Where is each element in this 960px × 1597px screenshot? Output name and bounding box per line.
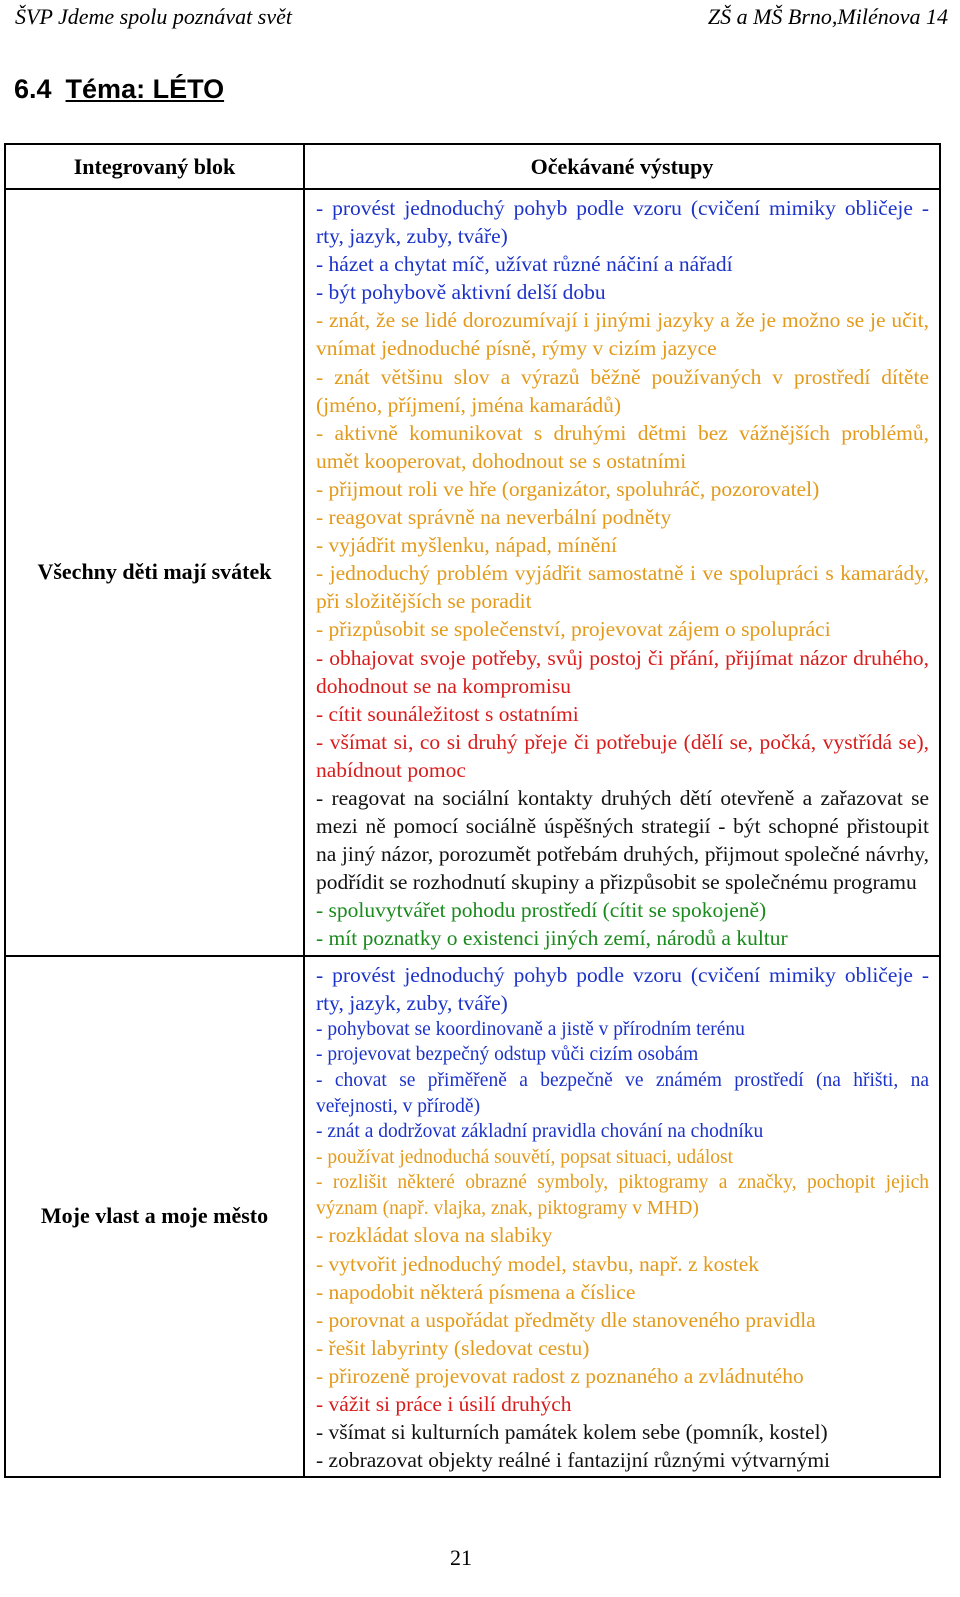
section-title	[14, 74, 224, 105]
output-item: - reagovat správně na neverbální podněty	[316, 505, 672, 530]
output-item: - znát a dodržovat základní pravidla chování na chodníku	[316, 1121, 764, 1143]
output-item: - házet a chytat míč, užívat různé náčiní a nářadí	[316, 252, 733, 277]
output-item: - pohybovat se koordinovaně a jistě v přírodním terénu	[316, 1018, 745, 1040]
output-item: - přizpůsobit se společenství, projevovat zájem o spolupráci	[316, 617, 831, 642]
table-row	[5, 956, 940, 1478]
output-item: - být pohybově aktivní delší dobu	[316, 280, 606, 305]
section-number: 6.4	[14, 74, 52, 104]
output-item: - vážit si práce i úsilí druhých	[316, 1392, 572, 1417]
output-item: - aktivně komunikovat s druhými dětmi bez vážnějších problémů, umět kooperovat, dohodnout se s ostatními	[316, 420, 929, 473]
integrated-block-name: Všechny děti mají svátek	[5, 189, 304, 956]
output-item: - přirozeně projevovat radost z poznaného a zvládnutého	[316, 1363, 804, 1388]
output-item: - napodobit některá písmena a číslice	[316, 1279, 636, 1304]
output-item: - přijmout roli ve hře (organizátor, spoluhráč, pozorovatel)	[316, 476, 820, 501]
section-topic: Téma: LÉTO	[65, 74, 225, 104]
column-header-block: Integrovaný blok	[5, 144, 304, 189]
output-item: - všímat si kulturních památek kolem sebe (pomník, kostel)	[316, 1420, 828, 1445]
output-item: - chovat se přiměřeně a bezpečně ve známém prostředí (na hřišti, na veřejnosti, v přírodě)	[316, 1069, 929, 1117]
output-item: - obhajovat svoje potřeby, svůj postoj či přání, přijímat názor druhého, dohodnout se na kompromisu	[316, 645, 929, 698]
output-item: - spoluvytvářet pohodu prostředí (cítit se spokojeně)	[316, 898, 767, 923]
expected-outputs-cell	[304, 956, 940, 1478]
page-number: 21	[450, 1545, 472, 1570]
output-item: - jednoduchý problém vyjádřit samostatně i ve spolupráci s kamarády, při složitějších se poradit	[316, 561, 929, 614]
output-item: - zobrazovat objekty reálné i fantazijní různými výtvarnými	[316, 1448, 831, 1473]
output-item: - porovnat a uspořádat předměty dle stanoveného pravidla	[316, 1307, 816, 1332]
header-school-program: ŠVP Jdeme spolu poznávat svět	[15, 4, 292, 29]
curriculum-table	[4, 143, 941, 1478]
output-item: - cítit sounáležitost s ostatními	[316, 701, 579, 726]
output-item: - vyjádřit myšlenku, nápad, mínění	[316, 533, 617, 558]
integrated-block-name: Moje vlast a moje město	[5, 956, 304, 1478]
output-item: - znát, že se lidé dorozumívají i jinými jazyky a že je možno se je učit, vnímat jednoduché písně, rýmy v cizím jazyce	[316, 308, 929, 361]
header-school-name: ZŠ a MŠ Brno,Milénova 14	[707, 4, 948, 29]
output-item: - mít poznatky o existenci jiných zemí, národů a kultur	[316, 926, 788, 951]
output-item: - znát většinu slov a výrazů běžně používaných v prostředí dítěte (jméno, příjmení, jména kamarádů)	[316, 364, 929, 417]
output-item: - řešit labyrinty (sledovat cestu)	[316, 1335, 590, 1360]
column-header-outputs: Očekávané výstupy	[304, 144, 940, 189]
table-header-row	[5, 144, 940, 189]
table-row	[5, 189, 940, 956]
output-item: - používat jednoduchá souvětí, popsat situaci, událost	[316, 1146, 733, 1168]
output-item: - rozlišit některé obrazné symboly, piktogramy a značky, pochopit jejich význam (např. vlajka, znak, piktogramy v MHD)	[316, 1172, 929, 1219]
expected-outputs-cell	[304, 189, 940, 956]
output-item: - provést jednoduchý pohyb podle vzoru (cvičení mimiky obličeje - rty, jazyk, zuby, tváře)	[316, 962, 929, 1015]
output-item: - všímat si, co si druhý přeje či potřebuje (dělí se, počká, vystřídá se), nabídnout pomoc	[316, 729, 929, 782]
output-item: - rozkládat slova na slabiky	[316, 1223, 553, 1248]
output-item: - provést jednoduchý pohyb podle vzoru (cvičení mimiky obličeje - rty, jazyk, zuby, tváře)	[316, 196, 929, 249]
output-item: - reagovat na sociální kontakty druhých dětí otevřeně a zařazovat se mezi ně pomocí sociálně úspěšných strategií - být schopné přistoupit na jiný názor, porozumět potřebám druhých, přijmout společné návrhy, podřídit se rozhodnutí skupiny a přizpůsobit se společnému programu	[316, 785, 929, 895]
output-item: - projevovat bezpečný odstup vůči cizím osobám	[316, 1044, 699, 1066]
output-item: - vytvořit jednoduchý model, stavbu, např. z kostek	[316, 1251, 760, 1276]
